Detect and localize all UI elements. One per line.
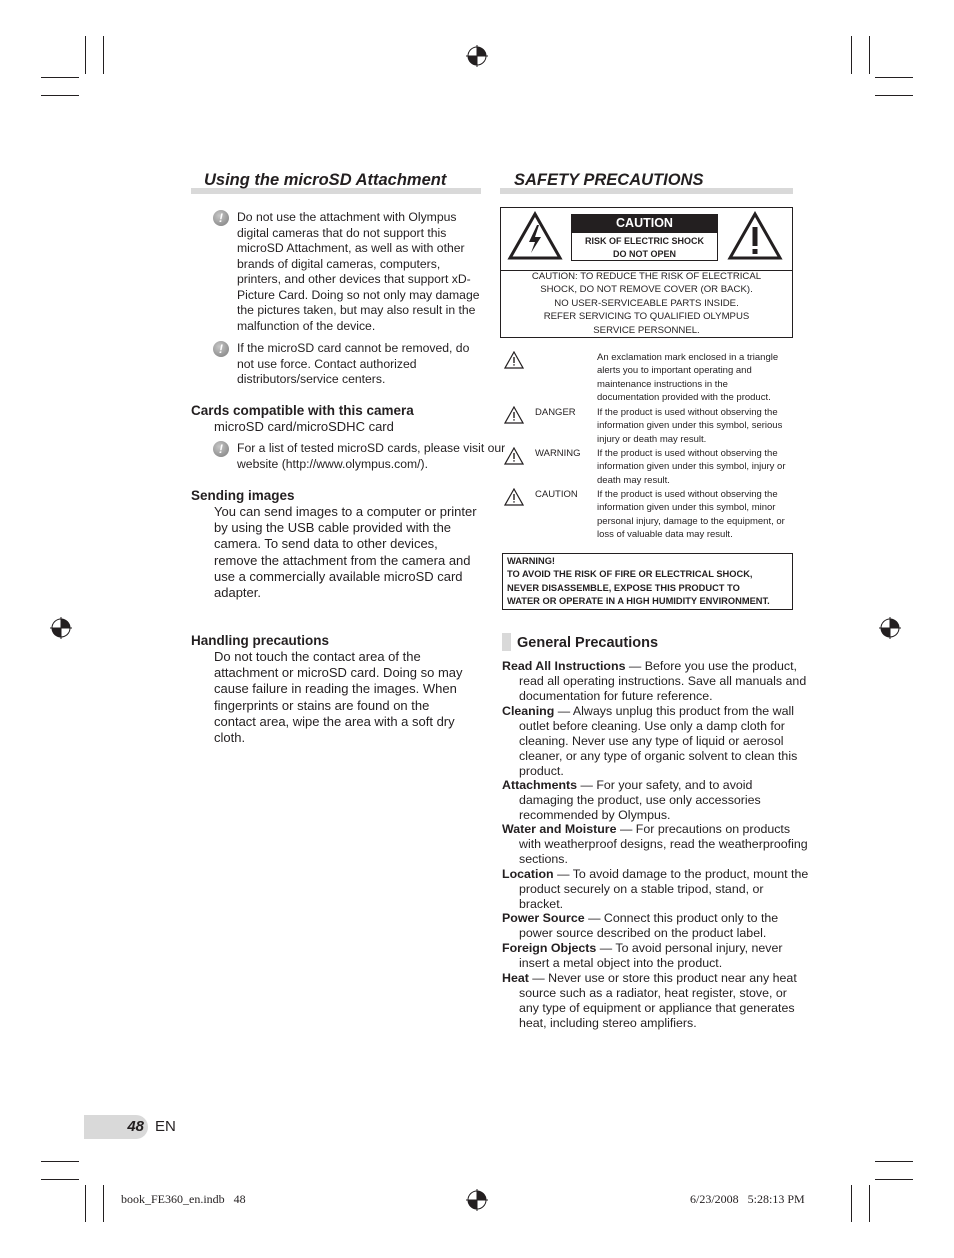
- note-item: ! If the microSD card cannot be removed, do not use force. Contact authorized distributors/service centers.: [213, 341, 487, 388]
- note-item: ! For a list of tested microSD cards, please visit our website (http://www.olympus.com/).: [213, 441, 507, 472]
- caution-note-icon: !: [213, 341, 229, 357]
- sending-heading: Sending images: [191, 488, 295, 503]
- language-code: EN: [155, 1118, 176, 1135]
- symbol-row: WARNING If the product is used without observing the information given under this symbol, injury or death may result.: [500, 447, 792, 487]
- cards-heading: Cards compatible with this camera: [191, 403, 414, 418]
- precaution-item: Attachments — For your safety, and to avoid damaging the product, use only accessories recommended by Olympus.: [502, 778, 761, 822]
- exclamation-warning-icon: [727, 211, 783, 261]
- handling-text: Do not touch the contact area of the attachment or microSD card. Doing so may cause failure in reading the images. When fingerprints or stains are found on the contact area, wipe the area with a soft dry cloth.: [214, 649, 463, 746]
- footer-timestamp: 6/23/2008 5:28:13 PM: [690, 1192, 805, 1206]
- precaution-item: Location — To avoid damage to the product, mount the product securely on a stable tripod, stand, or bracket.: [502, 867, 809, 911]
- caution-note-icon: !: [213, 210, 229, 226]
- warning-box: WARNING! TO AVOID THE RISK OF FIRE OR ELECTRICAL SHOCK, NEVER DISASSEMBLE, EXPOSE THIS PRODUCT TO WATER OR OPERATE IN A HIGH HUMIDITY ENVIRONMENT.: [502, 553, 793, 610]
- section-title-microsd: Using the microSD Attachment: [191, 172, 481, 194]
- exclamation-triangle-icon: [504, 351, 524, 369]
- section-title-safety: SAFETY PRECAUTIONS: [500, 172, 793, 194]
- electric-shock-warning-icon: [507, 211, 563, 261]
- caution-text: CAUTION: TO REDUCE THE RISK OF ELECTRICAL SHOCK, DO NOT REMOVE COVER (OR BACK). NO USER-SERVICEABLE PARTS INSIDE. REFER SERVICING TO QUALIFIED OLYMPUS SERVICE PERSONNEL.: [531, 271, 762, 336]
- precaution-item: Heat — Never use or store this product near any heat source such as a radiator, heat register, stove, or any type of equipment or appliance that generates heat, including stereo amplifiers.: [502, 971, 797, 1030]
- footer-filename: book_FE360_en.indb 48: [121, 1192, 246, 1206]
- precaution-item: Water and Moisture — For precautions on products with weatherproof designs, read the weatherproofing sections.: [502, 822, 808, 866]
- caution-subtitle: RISK OF ELECTRIC SHOCK DO NOT OPEN: [571, 232, 718, 261]
- precaution-item: Foreign Objects — To avoid personal injury, never insert a metal object into the product.: [502, 941, 783, 970]
- general-precautions-heading: General Precautions: [517, 635, 659, 651]
- symbol-row: An exclamation mark enclosed in a triangle alerts you to important operating and maintenance instructions in the documentation provided with the product.: [500, 351, 792, 405]
- warning-triangle-icon: [504, 447, 524, 465]
- page-number: 48: [127, 1118, 144, 1135]
- caution-note-icon: !: [213, 441, 229, 457]
- cards-text: microSD card/microSDHC card: [214, 419, 394, 434]
- note-item: ! Do not use the attachment with Olympus digital cameras that do not support this microSD Attachment, as well as with other brands of digital cameras, computers, printers, and other devices that support xD-Picture Card. Doing so not only may damage the pictures taken, but may also result in the malfunction of the device.: [213, 210, 487, 334]
- heading-marker: [502, 633, 511, 651]
- handling-heading: Handling precautions: [191, 633, 330, 648]
- precaution-item: Cleaning — Always unplug this product from the wall outlet before cleaning. Use only a damp cloth for cleaning. Never use any type of liquid or aerosol cleaner, or any type of organic solvent to clean this product.: [502, 704, 798, 778]
- sending-text: You can send images to a computer or printer by using the USB cable provided with the camera. To send data to other devices, remove the attachment from the camera and use a commercially available microSD card adapter.: [214, 504, 477, 601]
- danger-triangle-icon: [504, 406, 524, 424]
- caution-triangle-icon: [504, 488, 524, 506]
- symbol-row: DANGER If the product is used without observing the information given under this symbol, serious injury or death may result.: [500, 406, 792, 446]
- registration-mark-icon: [466, 45, 488, 67]
- symbol-row: CAUTION If the product is used without observing the information given under this symbol, minor personal injury, damage to the equipment, or loss of valuable data may result.: [500, 488, 792, 542]
- registration-mark-icon: [50, 617, 72, 639]
- precaution-item: Power Source — Connect this product only to the power source described on the product label.: [502, 911, 779, 940]
- precaution-item: Read All Instructions — Before you use the product, read all operating instructions. Save all manuals and documentation for future reference.: [502, 659, 807, 703]
- registration-mark-icon: [466, 1189, 488, 1211]
- caution-label: CAUTION: [571, 214, 718, 232]
- registration-mark-icon: [879, 617, 901, 639]
